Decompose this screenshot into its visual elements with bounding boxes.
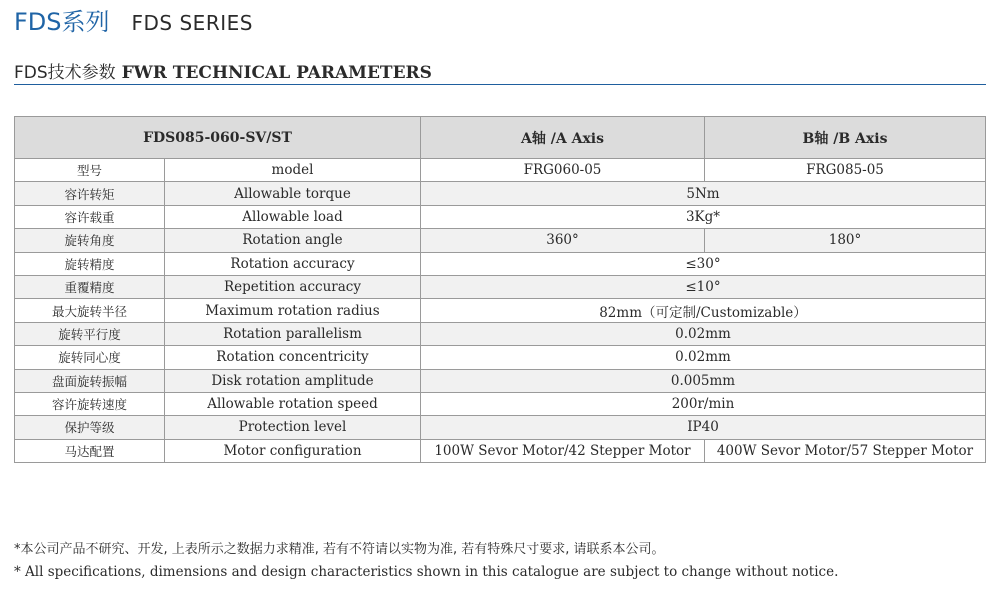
value-shared: 200r/min [421,392,986,415]
table-row [15,182,986,205]
series-title-cn: FDS系列 [14,8,110,36]
table-row [15,229,986,252]
value-b-axis: FRG085-05 [705,159,986,182]
value-shared: 0.02mm [421,322,986,345]
series-header [14,2,253,34]
value-a-axis: 360° [421,229,705,252]
param-name-cn: 旋转精度 [15,252,165,275]
value-a-axis: 100W Sevor Motor/42 Stepper Motor [421,439,705,462]
param-name-cn: 旋转角度 [15,229,165,252]
footnote-en: * All specifications, dimensions and design characteristics shown in this catalogue are subject to change without notice. [14,564,839,580]
value-shared: 0.02mm [421,346,986,369]
footnote-cn: *本公司产品不研究、开发, 上表所示之数据力求精准, 若有不符请以实物为准, 若有特殊尺寸要求, 请联系本公司。 [14,542,665,557]
series-title-en: FDS SERIES [131,11,253,35]
section-divider [14,84,986,85]
table-row [15,159,986,182]
table-row [15,392,986,415]
param-name-cn: 旋转同心度 [15,346,165,369]
table-row [15,299,986,322]
param-name-cn: 容许转矩 [15,182,165,205]
param-name-cn: 重覆精度 [15,275,165,298]
value-shared: 82mm（可定制/Customizable） [421,299,986,322]
param-name-cn: 容许载重 [15,205,165,228]
param-name-cn: 保护等级 [15,416,165,439]
value-shared: ≤10° [421,275,986,298]
param-name-cn: 旋转平行度 [15,322,165,345]
param-name-en: Repetition accuracy [165,275,421,298]
param-name-cn: 马达配置 [15,439,165,462]
header-a-axis: A轴 /A Axis [421,117,705,159]
param-name-en: Allowable load [165,205,421,228]
footnotes [14,538,838,584]
value-b-axis: 400W Sevor Motor/57 Stepper Motor [705,439,986,462]
table-row [15,369,986,392]
table-row [15,416,986,439]
table-header-row [15,117,986,159]
table-row [15,252,986,275]
table-row [15,205,986,228]
value-b-axis: 180° [705,229,986,252]
param-name-en: Protection level [165,416,421,439]
param-name-en: Rotation accuracy [165,252,421,275]
table-row [15,322,986,345]
param-name-en: Motor configuration [165,439,421,462]
table-row [15,275,986,298]
header-b-axis: B轴 /B Axis [705,117,986,159]
section-title-en: FWR TECHNICAL PARAMETERS [121,63,432,83]
spec-table [14,116,986,463]
table-row [15,439,986,462]
value-a-axis: FRG060-05 [421,159,705,182]
param-name-en: Rotation angle [165,229,421,252]
param-name-en: Disk rotation amplitude [165,369,421,392]
param-name-cn: 最大旋转半径 [15,299,165,322]
param-name-en: Allowable torque [165,182,421,205]
value-shared: ≤30° [421,252,986,275]
param-name-cn: 盘面旋转振幅 [15,369,165,392]
section-title-cn: FDS技术参数 [14,63,116,83]
param-name-en: Rotation concentricity [165,346,421,369]
param-name-cn: 容许旋转速度 [15,392,165,415]
section-title [14,58,432,83]
param-name-en: Allowable rotation speed [165,392,421,415]
param-name-en: Rotation parallelism [165,322,421,345]
value-shared: IP40 [421,416,986,439]
param-name-en: model [165,159,421,182]
value-shared: 3Kg* [421,205,986,228]
value-shared: 0.005mm [421,369,986,392]
value-shared: 5Nm [421,182,986,205]
param-name-cn: 型号 [15,159,165,182]
table-row [15,346,986,369]
param-name-en: Maximum rotation radius [165,299,421,322]
header-model-group: FDS085-060-SV/ST [15,117,421,159]
